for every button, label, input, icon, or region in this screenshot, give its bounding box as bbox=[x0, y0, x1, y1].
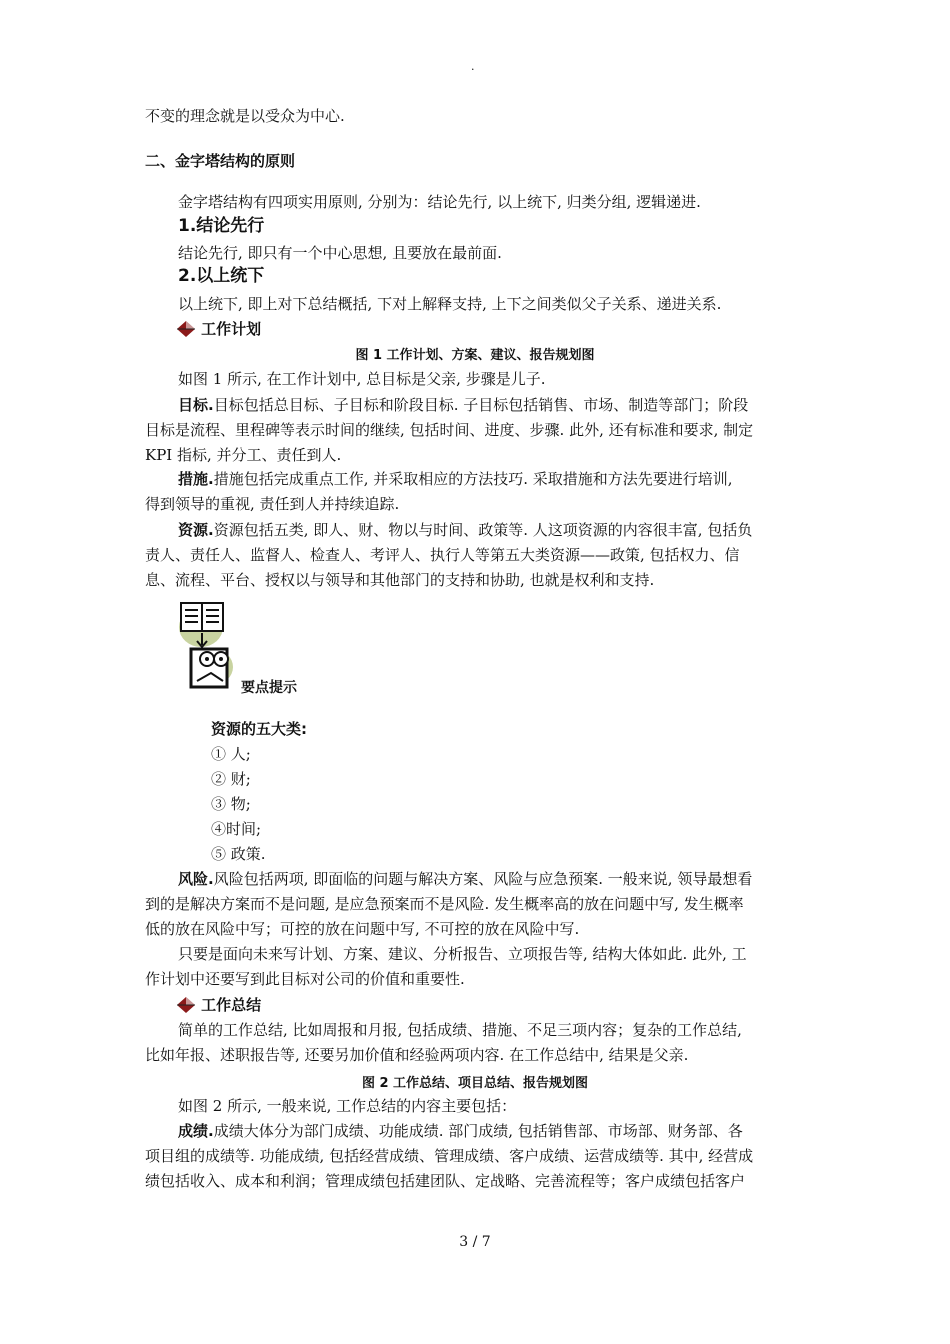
resources-paragraph bbox=[145, 518, 815, 593]
header-dot: . bbox=[471, 60, 475, 73]
work-summary-heading bbox=[176, 994, 261, 1015]
risk-line-3: 低的放在风险中写；可控的放在问题中写, 不可控的放在风险中写. bbox=[145, 920, 580, 938]
principle-1-title: 1.结论先行 bbox=[178, 216, 265, 236]
tip-item-5: ⑤ 政策. bbox=[211, 845, 266, 863]
tip-item-4: ④时间; bbox=[211, 820, 262, 838]
goal-line-1: 目标包括总目标、子目标和阶段目标. 子目标包括销售、市场、制造等部门；阶段 bbox=[213, 396, 749, 414]
plan-summary-paragraph bbox=[145, 942, 815, 992]
tip-label: 要点提示 bbox=[241, 680, 297, 696]
tip-item-3: ③ 物; bbox=[211, 795, 251, 813]
plan-summary-line-1: 只要是面向未来写计划、方案、建议、分析报告、立项报告等, 结构大体如此. 此外, 工 bbox=[178, 945, 747, 963]
work-plan-heading-label: 工作计划 bbox=[201, 320, 262, 338]
principle-1-text: 结论先行, 即只有一个中心思想, 且要放在最前面. bbox=[178, 244, 502, 262]
tip-title: 资源的五大类: bbox=[211, 720, 307, 738]
book-tip-icon bbox=[175, 597, 237, 693]
section-title: 二、金字塔结构的原则 bbox=[145, 152, 296, 170]
figure-2-intro: 如图 2 所示, 一般来说, 工作总结的内容主要包括： bbox=[178, 1097, 517, 1115]
risk-paragraph bbox=[145, 867, 815, 942]
measures-paragraph bbox=[145, 467, 815, 517]
page-number: 3 / 7 bbox=[459, 1234, 491, 1250]
principles-intro: 金字塔结构有四项实用原则, 分别为：结论先行, 以上统下, 归类分组, 逻辑递进. bbox=[178, 193, 701, 211]
diamond-bullet-icon bbox=[176, 320, 196, 338]
work-summary-heading-label: 工作总结 bbox=[201, 996, 262, 1014]
achievements-line-1: 成绩大体分为部门成绩、功能成绩. 部门成绩, 包括销售部、市场部、财务部、各 bbox=[213, 1122, 743, 1140]
goal-line-3: KPI 指标, 并分工、责任到人. bbox=[145, 446, 342, 464]
work-summary-line-2: 比如年报、述职报告等, 还要另加价值和经验两项内容. 在工作总结中, 结果是父亲. bbox=[145, 1046, 689, 1064]
figure-1-intro: 如图 1 所示, 在工作计划中, 总目标是父亲, 步骤是儿子. bbox=[178, 370, 546, 388]
risk-line-1: 风险包括两项, 即面临的问题与解决方案、风险与应急预案. 一般来说, 领导最想看 bbox=[213, 870, 753, 888]
achievements-lead: 成绩. bbox=[178, 1122, 214, 1140]
intro-line: 不变的理念就是以受众为中心. bbox=[145, 107, 345, 125]
achievements-line-3: 绩包括收入、成本和利润；管理成绩包括建团队、定战略、完善流程等；客户成绩包括客户 bbox=[145, 1172, 746, 1190]
measures-line-1: 措施包括完成重点工作, 并采取相应的方法技巧. 采取措施和方法先要进行培训, bbox=[213, 470, 733, 488]
resources-line-3: 息、流程、平台、授权以与领导和其他部门的支持和协助, 也就是权利和支持. bbox=[145, 571, 655, 589]
measures-line-2: 得到领导的重视, 责任到人并持续追踪. bbox=[145, 495, 400, 513]
work-summary-paragraph bbox=[145, 1018, 815, 1068]
tip-item-2: ② 财; bbox=[211, 770, 251, 788]
risk-line-2: 到的是解决方案而不是问题, 是应急预案而不是风险. 发生概率高的放在问题中写, 发生概率 bbox=[145, 895, 744, 913]
diamond-bullet-icon bbox=[176, 996, 196, 1014]
figure-2-caption: 图 2 工作总结、项目总结、报告规划图 bbox=[361, 1076, 589, 1091]
risk-lead: 风险. bbox=[178, 870, 214, 888]
goal-line-2: 目标是流程、里程碑等表示时间的继续, 包括时间、进度、步骤. 此外, 还有标准和要求, 制定 bbox=[145, 421, 754, 439]
achievements-paragraph bbox=[145, 1119, 815, 1194]
figure-1-caption: 图 1 工作计划、方案、建议、报告规划图 bbox=[355, 348, 595, 363]
principle-2-title: 2.以上统下 bbox=[178, 266, 265, 286]
resources-line-2: 责人、责任人、监督人、检查人、考评人、执行人等第五大类资源——政策, 包括权力、信 bbox=[145, 546, 740, 564]
achievements-line-2: 项目组的成绩等. 功能成绩, 包括经营成绩、管理成绩、客户成绩、运营成绩等. 其中, 经营成 bbox=[145, 1147, 754, 1165]
resources-lead: 资源. bbox=[178, 521, 214, 539]
measures-lead: 措施. bbox=[178, 470, 214, 488]
work-plan-heading bbox=[176, 318, 261, 339]
goal-paragraph bbox=[145, 393, 815, 468]
resources-line-1: 资源包括五类, 即人、财、物以与时间、政策等. 人这项资源的内容很丰富, 包括负 bbox=[213, 521, 753, 539]
tip-item-1: ① 人; bbox=[211, 745, 251, 763]
plan-summary-line-2: 作计划中还要写到此目标对公司的价值和重要性. bbox=[145, 970, 465, 988]
principle-2-text: 以上统下, 即上对下总结概括, 下对上解释支持, 上下之间类似父子关系、递进关系. bbox=[178, 295, 722, 313]
work-summary-line-1: 简单的工作总结, 比如周报和月报, 包括成绩、措施、不足三项内容；复杂的工作总结, bbox=[178, 1021, 742, 1039]
goal-lead: 目标. bbox=[178, 396, 214, 414]
